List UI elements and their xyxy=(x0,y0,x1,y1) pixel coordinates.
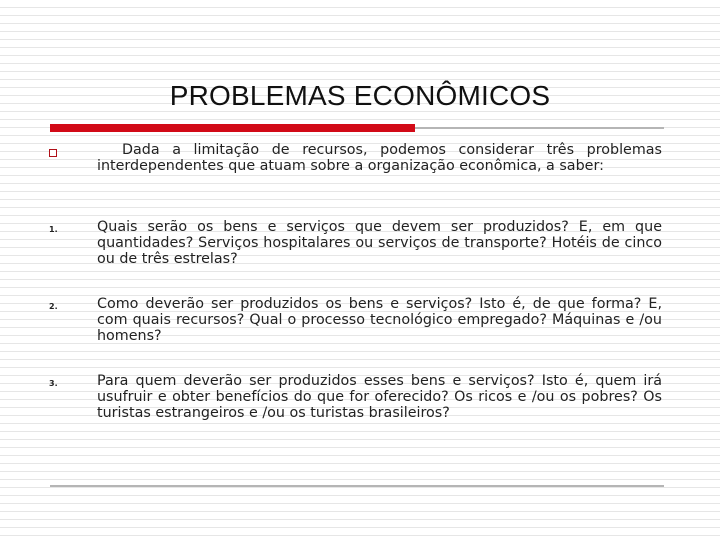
intro-text: Dada a limitação de recursos, podemos considerar três problemas interdependentes que atuam sobre a organização econômica, a saber: xyxy=(97,142,662,174)
footer-divider xyxy=(50,485,664,487)
item-text: Quais serão os bens e serviços que devem ser produzidos? E, em que quantidades? Serviços hospitalares ou serviços de transporte? Hotéis de cinco ou de três estrelas? xyxy=(97,219,662,267)
slide-title: PROBLEMAS ECONÔMICOS xyxy=(169,80,551,111)
item-text: Para quem deverão ser produzidos esses bens e serviços? Isto é, quem irá usufruir e obter benefícios do que for oferecido? Os ricos e /ou os pobres? Os turistas estrangeiros e /ou os turistas brasileiros? xyxy=(97,373,662,421)
square-bullet-icon xyxy=(49,149,57,157)
item-number: 3. xyxy=(49,379,58,388)
item-number: 1. xyxy=(49,225,58,234)
item-text: Como deverão ser produzidos os bens e serviços? Isto é, de que forma? E, com quais recursos? Qual o processo tecnológico empregado? Máquinas e /ou homens? xyxy=(97,296,662,344)
item-number: 2. xyxy=(49,302,58,311)
title-accent-bar xyxy=(50,124,415,132)
